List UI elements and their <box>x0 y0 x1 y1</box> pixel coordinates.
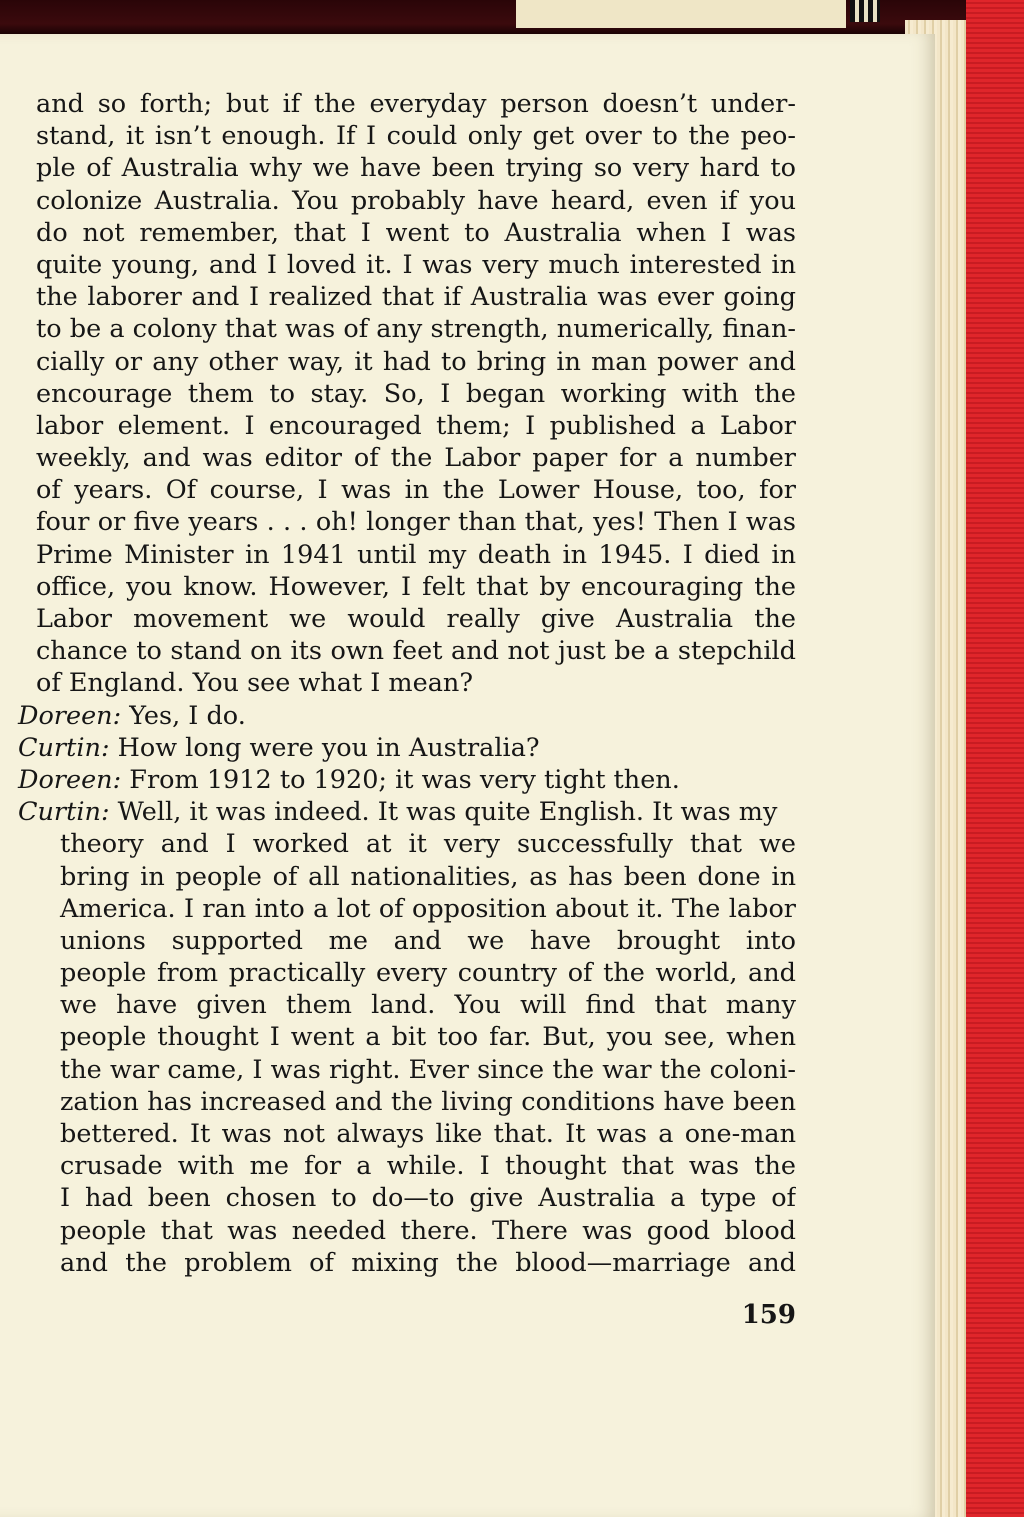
text-line: the war came, I was right. Ever since the war the coloni- <box>60 1054 796 1085</box>
text-line: to be a colony that was of any strength, numerically, finan- <box>36 314 796 345</box>
text-line: I had been chosen to do—to give Australia a type of <box>60 1183 796 1214</box>
text-line: quite young, and I loved it. I was very much interested in <box>36 249 796 280</box>
text-line: people that was needed there. There was good blood <box>60 1215 796 1246</box>
dialogue-text: Well, it was indeed. It was quite English. It was my <box>117 797 778 828</box>
dialogue-line <box>18 764 796 796</box>
text-line: people from practically every country of the world, and <box>60 958 796 989</box>
text-line: crusade with me for a while. I thought that was the <box>60 1151 796 1182</box>
dialogue-text: Yes, I do. <box>129 700 246 731</box>
text-line: office, you know. However, I felt that by encouraging the <box>36 571 796 602</box>
dialogue-line <box>18 796 796 828</box>
text-line: encourage them to stay. So, I began working with the <box>36 378 796 409</box>
page-text <box>18 88 796 1279</box>
dialogue-text: From 1912 to 1920; it was very tight then. <box>129 764 680 795</box>
text-line: America. I ran into a lot of opposition about it. The labor <box>60 893 796 924</box>
next-page-tab <box>516 0 846 28</box>
dialogue-text: How long were you in Australia? <box>117 732 540 763</box>
text-line: the laborer and I realized that if Australia was ever going <box>36 282 796 313</box>
text-line: we have given them land. You will find that many <box>60 990 796 1021</box>
page-number: 159 <box>741 1300 796 1330</box>
text-line: and the problem of mixing the blood—marriage and <box>60 1247 796 1278</box>
text-line: unions supported me and we have brought into <box>60 925 796 956</box>
ribbon-marker <box>850 0 880 22</box>
text-line: cially or any other way, it had to bring in man power and <box>36 346 796 377</box>
book-cover-spine <box>966 0 1024 1517</box>
text-line: bring in people of all nationalities, as has been done in <box>60 861 796 892</box>
speaker-name: Curtin: <box>18 732 110 763</box>
text-line: people thought I went a bit too far. But, you see, when <box>60 1022 796 1053</box>
speaker-name: Doreen: <box>18 764 122 795</box>
text-line: bettered. It was not always like that. It was a one-man <box>60 1119 796 1149</box>
text-line: Prime Minister in 1941 until my death in 1945. I died in <box>36 539 796 570</box>
text-line: and so forth; but if the everyday person doesn’t under- <box>36 89 796 119</box>
dialogue-line <box>18 732 796 764</box>
text-line: colonize Australia. You probably have heard, even if you <box>36 185 796 216</box>
speaker-name: Doreen: <box>18 700 122 731</box>
text-line: weekly, and was editor of the Labor paper for a number <box>36 443 796 474</box>
text-line: do not remember, that I went to Australia when I was <box>36 217 796 248</box>
text-line: of years. Of course, I was in the Lower House, too, for <box>36 475 796 506</box>
text-line: stand, it isn’t enough. If I could only get over to the peo- <box>36 121 796 152</box>
text-line: Labor movement we would really give Australia the <box>36 604 796 634</box>
speaker-name: Curtin: <box>18 797 110 828</box>
text-line: ple of Australia why we have been trying so very hard to <box>36 153 796 184</box>
text-line: labor element. I encouraged them; I published a Labor <box>36 410 796 441</box>
text-line: chance to stand on its own feet and not just be a stepchild <box>36 636 796 667</box>
text-line: four or five years . . . oh! longer than that, yes! Then I was <box>36 507 796 538</box>
dialogue-line <box>18 700 796 732</box>
text-line: zation has increased and the living conditions have been <box>60 1086 796 1117</box>
text-line: theory and I worked at it very successfully that we <box>60 829 796 860</box>
text-line: of England. You see what I mean? <box>36 668 473 699</box>
